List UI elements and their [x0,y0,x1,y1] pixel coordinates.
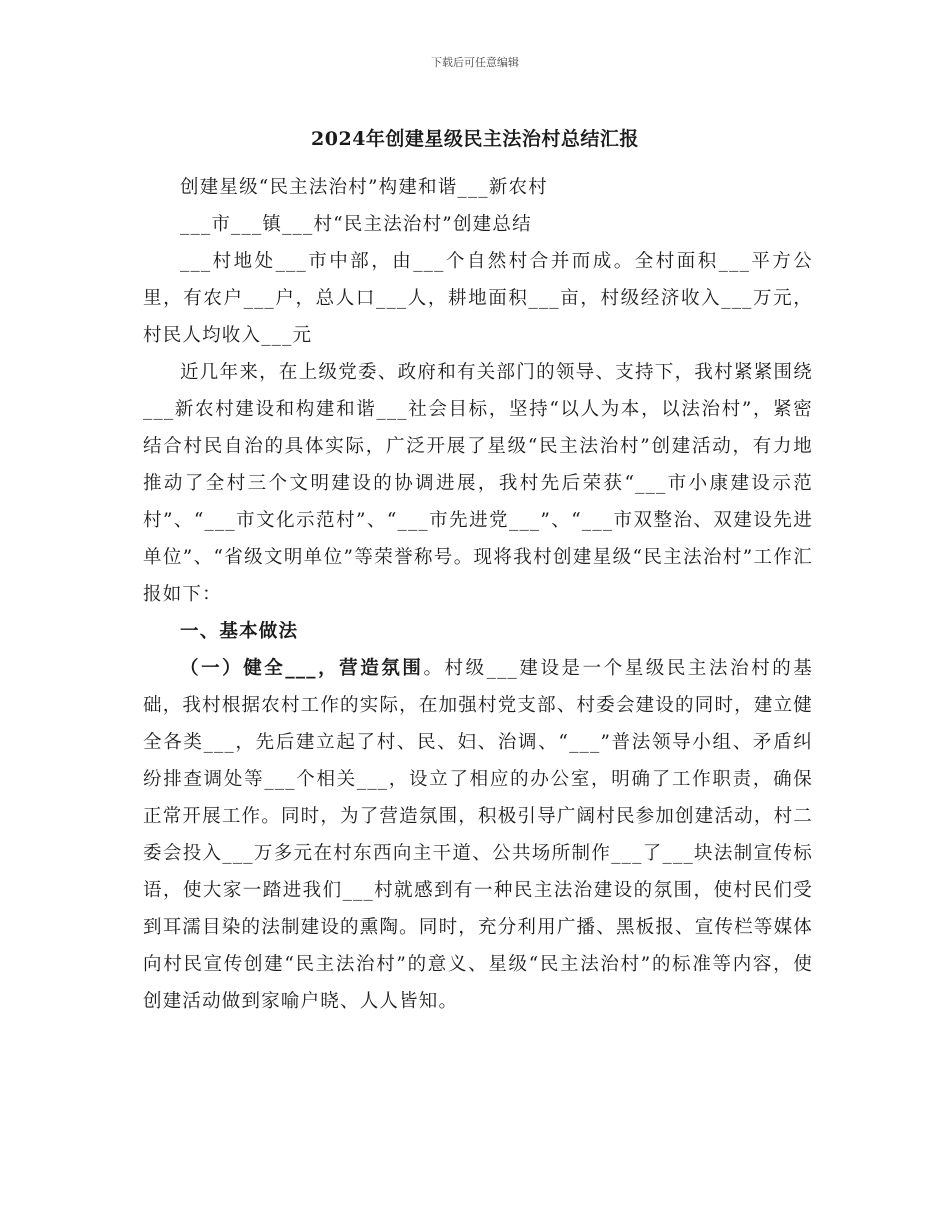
paragraph-village-overview: ___村地处___市中部，由___个自然村合并而成。全村面积___平方公里，有农户___户，总人口___人，耕地面积___亩，村级经济收入___万元，村民人均收入___元 [143,251,813,346]
document-body [143,169,813,1020]
document-title: 2024年创建星级民主法治村总结汇报 [311,128,639,150]
paragraph-practice-one [143,650,813,1020]
section-heading-basic-practices: 一、基本做法 [180,621,299,642]
practice-one-body: 。村级___建设是一个星级民主法治村的基础，我村根据农村工作的实际，在加强村党支部、村委会建设的同时，建立健全各类___，先后建立起了村、民、妇、治调、“___”普法领导小组、矛盾纠纷排查调处等___个相关___，设立了相应的办公室，明确了工作职责，确保正常开展工作。同时，为了营造氛围，积极引导广阔村民参加创建活动，村二委会投入___万多元在村东西向主干道、公共场所制作___了___块法制宣传标语，使大家一踏进我们___村就感到有一种民主法治建设的氛围，使村民们受到耳濡目染的法制建设的熏陶。同时，充分利用广播、黑板报、宣传栏等媒体向村民宣传创建“民主法治村”的意义、星级“民主法治村”的标准等内容，使创建活动做到家喻户晓、人人皆知。 [143,658,813,1012]
paragraph-summary-title: ___市___镇___村“民主法治村”创建总结 [180,214,532,235]
paragraph-introduction: 近几年来，在上级党委、政府和有关部门的领导、支持下，我村紧紧围绕___新农村建设和构建和谐___社会目标，坚持“以人为本，以法治村”，紧密结合村民自治的具体实际，广泛开展了星级“民主法治村”创建活动，有力地推动了全村三个文明建设的协调进展，我村先后荣获“___市小康建设示范村”、“___市文化示范村”、“___市先进党___”、“___市双整治、双建设先进单位”、“省级文明单位”等荣誉称号。现将我村创建星级“民主法治村”工作汇报如下： [143,362,813,605]
practice-one-lead: （一）健全___，营造氛围 [180,658,424,679]
header-note: 下载后可任意编辑 [431,56,519,69]
paragraph-subtitle: 创建星级“民主法治村”构建和谐___新农村 [180,177,548,198]
